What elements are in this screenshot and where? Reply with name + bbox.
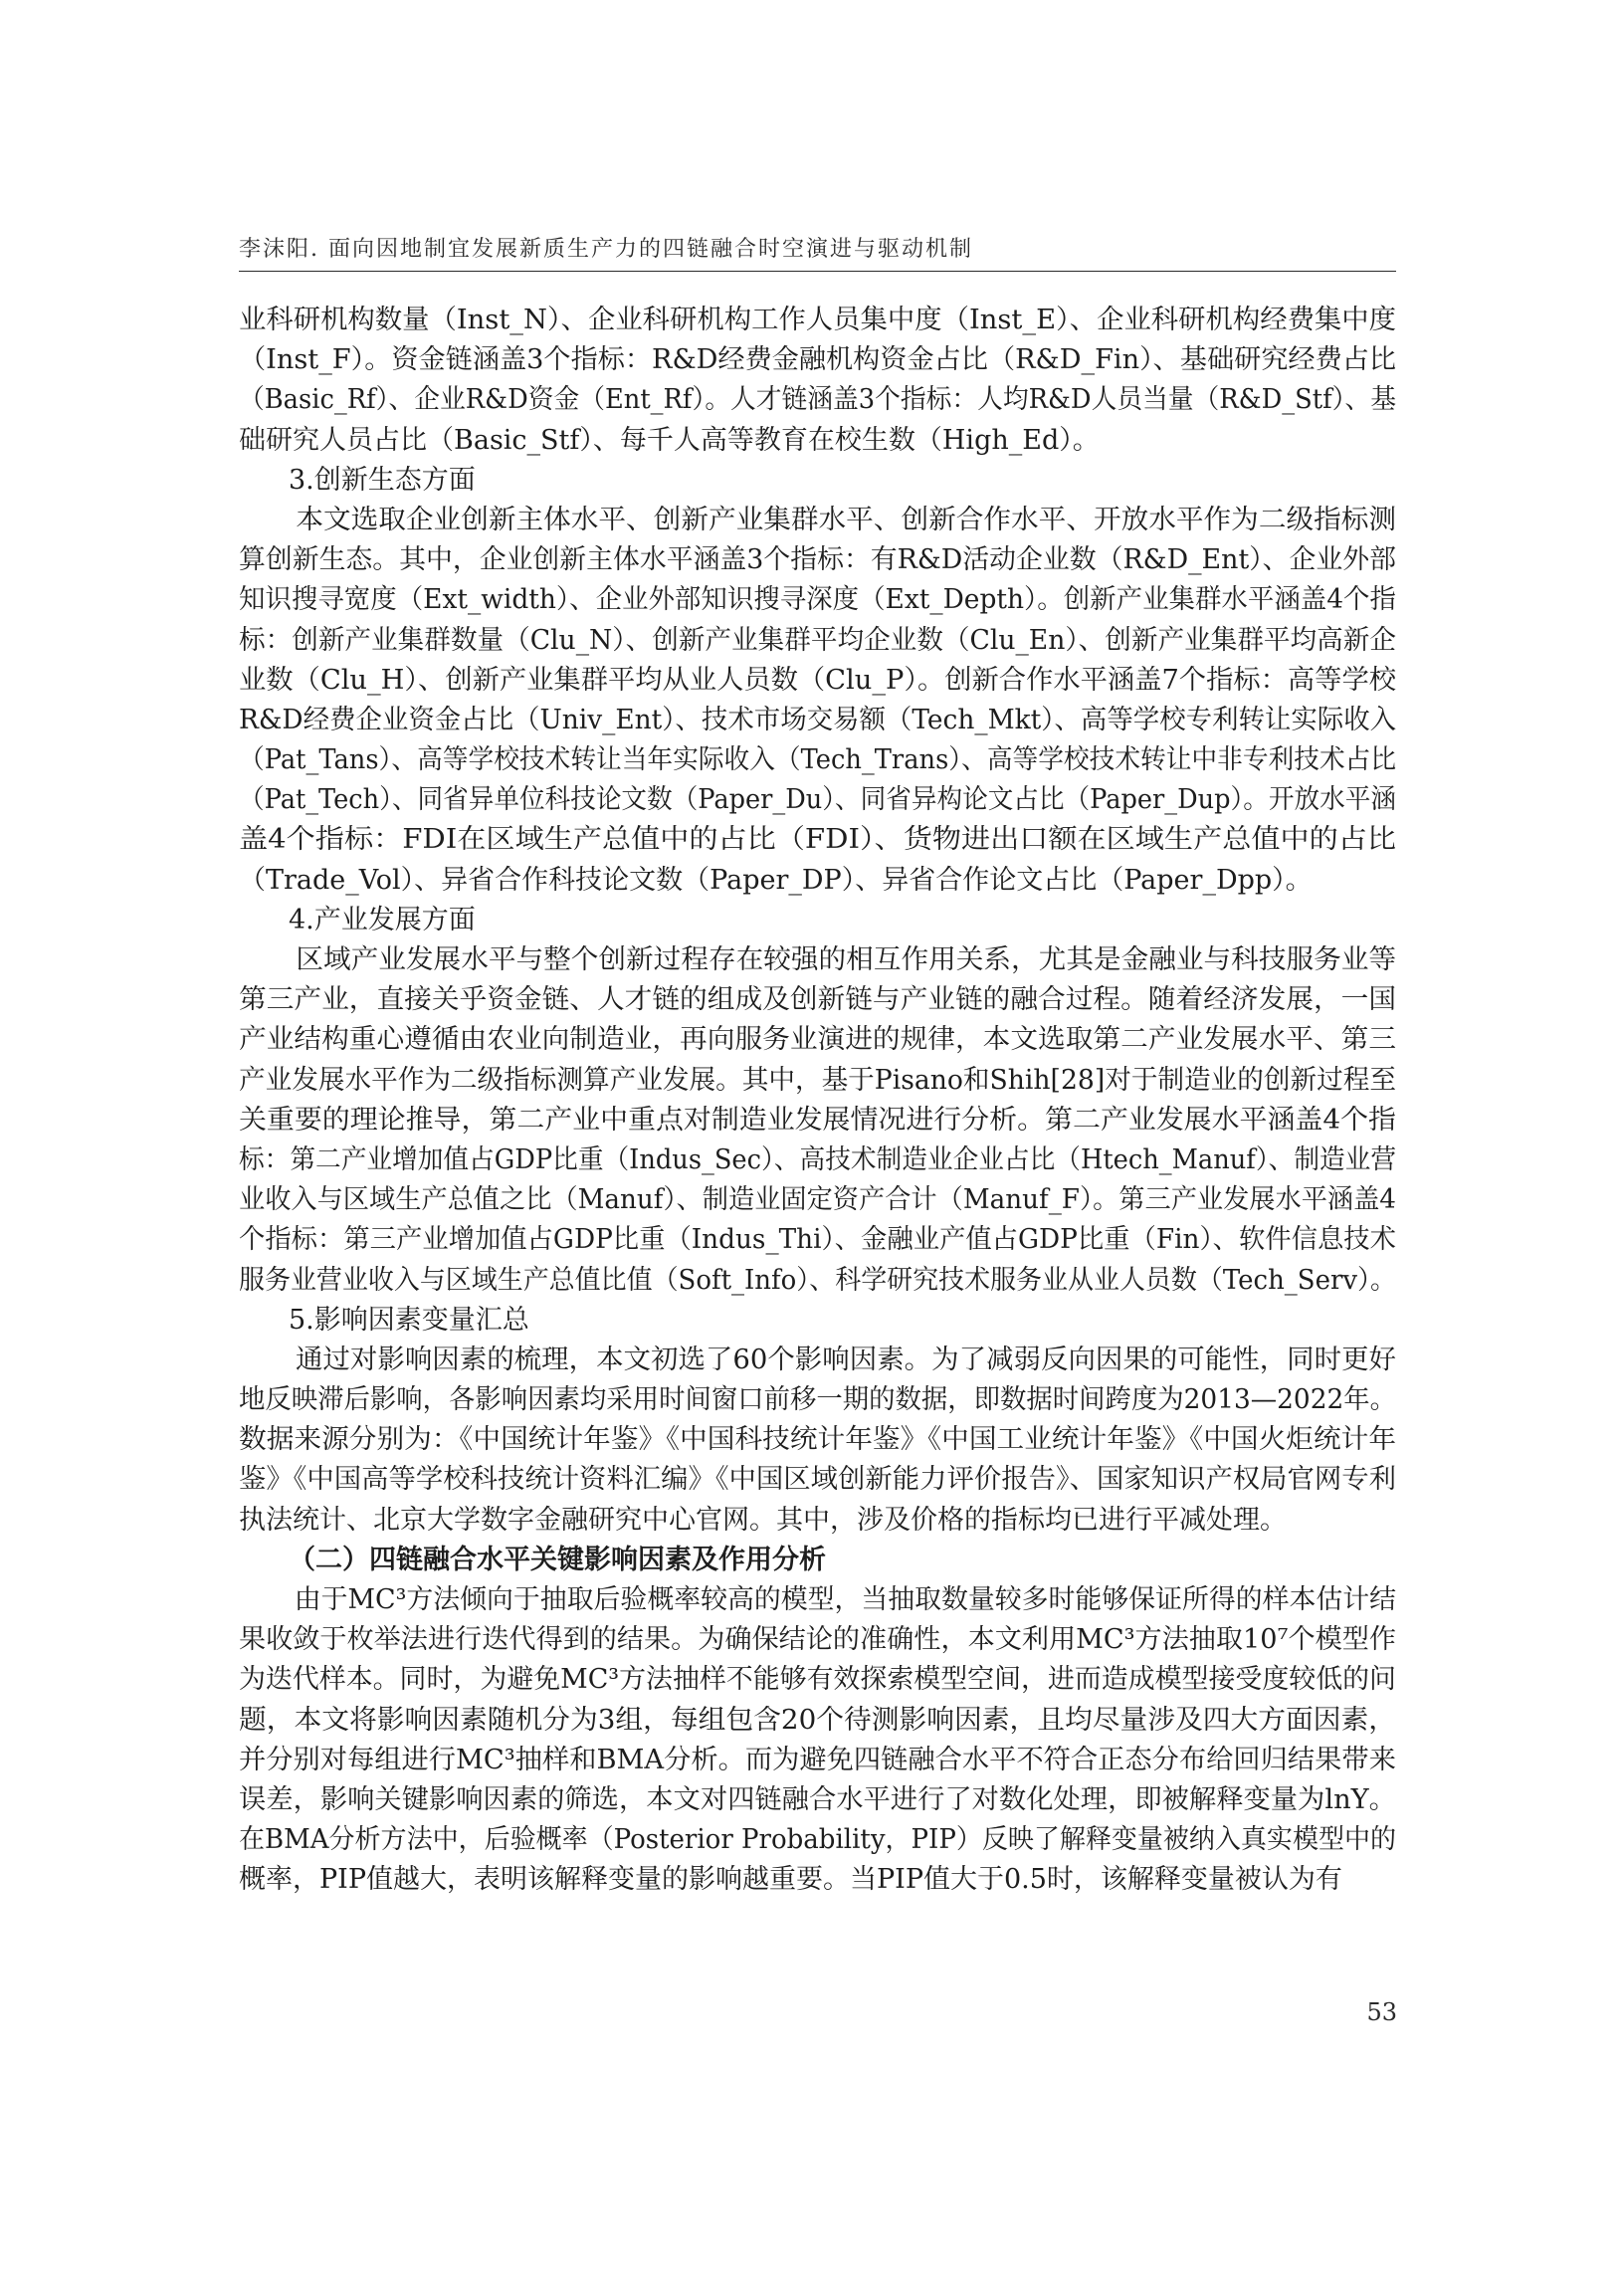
text-line-content: 第三产业，直接关乎资金链、人才链的组成及创新链与产业链的融合过程。随着经济发展，一国	[239, 984, 1397, 1016]
text-line	[239, 1220, 1396, 1260]
text-line	[239, 1780, 1396, 1820]
text-line-content: 本文选取企业创新主体水平、创新产业集群水平、创新合作水平、开放水平作为二级指标测	[296, 504, 1397, 535]
text-line	[239, 1140, 1396, 1180]
text-line	[239, 301, 1396, 340]
text-line	[239, 1020, 1396, 1060]
text-line	[239, 1061, 1396, 1101]
text-line-content: 并分别对每组进行MC³抽样和BMA分析。而为避免四链融合水平不符合正态分布给回归结果带来	[239, 1744, 1396, 1775]
text-line-content: （Trade_Vol）、异省合作科技论文数（Paper_DP）、异省合作论文占比（Paper_Dpp）。	[239, 864, 1313, 896]
text-line-content: （二）四链融合水平关键影响因素及作用分析	[289, 1544, 826, 1575]
text-line-content: 业收入与区域生产总值之比（Manuf）、制造业固定资产合计（Manuf_F）。第三产业发展水平涵盖4	[239, 1184, 1396, 1216]
text-line	[239, 980, 1396, 1020]
text-line-content: 标：第二产业增加值占GDP比重（Indus_Sec）、高技术制造业企业占比（Htech_Manuf）、制造业营	[239, 1143, 1397, 1175]
text-line-content: 产业发展水平作为二级指标测算产业发展。其中，基于Pisano和Shih[28]对于制造业的创新过程至	[239, 1064, 1396, 1096]
text-line-content: 4.产业发展方面	[289, 904, 476, 935]
text-line	[239, 940, 1396, 980]
text-line	[239, 1660, 1396, 1700]
section-heading	[239, 1541, 1396, 1580]
text-line-content: 题，本文将影响因素随机分为3组，每组包含20个待测影响因素，且均尽量涉及四大方面因素，	[239, 1704, 1397, 1736]
text-line-content: 产业结构重心遵循由农业向制造业，再向服务业演进的规律，本文选取第二产业发展水平、第三	[239, 1024, 1397, 1056]
text-line	[239, 1580, 1396, 1620]
text-line-content: 标：创新产业集群数量（Clu_N）、创新产业集群平均企业数（Clu_En）、创新产业集群平均高新企	[239, 624, 1396, 656]
text-line-content: （Pat_Tans）、高等学校技术转让当年实际收入（Tech_Trans）、高等学校技术转让中非专利技术占比	[239, 744, 1397, 776]
text-line-content: 地反映滞后影响，各影响因素均采用时间窗口前移一期的数据，即数据时间跨度为2013—2022年。	[239, 1384, 1397, 1416]
text-line	[239, 580, 1396, 620]
running-header: 李沫阳. 面向因地制宜发展新质生产力的四链融合时空演进与驱动机制	[239, 237, 973, 262]
subsection-heading	[239, 1301, 1396, 1341]
text-line-content: 区域产业发展水平与整个创新过程存在较强的相互作用关系，尤其是金融业与科技服务业等	[296, 944, 1397, 975]
text-line	[239, 861, 1396, 901]
text-line	[239, 1180, 1396, 1220]
text-line-content: 服务业营业收入与区域生产总值比值（Soft_Info）、科学研究技术服务业从业人员数（Tech_Serv）。	[239, 1264, 1396, 1296]
text-line-content: 通过对影响因素的梳理，本文初选了60个影响因素。为了减弱反向因果的可能性，同时更好	[295, 1344, 1397, 1375]
text-line	[239, 1820, 1396, 1860]
text-line	[239, 1620, 1396, 1660]
text-line	[239, 1501, 1396, 1541]
header-rule	[239, 271, 1396, 272]
text-line-content: 知识搜寻宽度（Ext_width）、企业外部知识搜寻深度（Ext_Depth）。创新产业集群水平涵盖4个指	[239, 584, 1396, 616]
text-line-content: （Inst_F）。资金链涵盖3个指标：R&D经费金融机构资金占比（R&D_Fin）、基础研究经费占比	[239, 344, 1397, 376]
text-line-content: 盖4个指标：FDI在区域生产总值中的占比（FDI）、货物进出口额在区域生产总值中的占比	[239, 824, 1397, 856]
text-line	[239, 1860, 1396, 1900]
text-line-content: R&D经费企业资金占比（Univ_Ent）、技术市场交易额（Tech_Mkt）、高等学校专利转让实际收入	[239, 704, 1397, 735]
text-line	[239, 1420, 1396, 1460]
text-line	[239, 1741, 1396, 1780]
text-line	[239, 1341, 1396, 1380]
text-line-content: 个指标：第三产业增加值占GDP比重（Indus_Thi）、金融业产值占GDP比重（Fin）、软件信息技术	[239, 1224, 1396, 1256]
text-line	[239, 1701, 1396, 1741]
text-line	[239, 380, 1396, 420]
text-line-content: 执法统计、北京大学数字金融研究中心官网。其中，涉及价格的指标均已进行平减处理。	[239, 1504, 1287, 1536]
text-line-content: 数据来源分别为：《中国统计年鉴》《中国科技统计年鉴》《中国工业统计年鉴》《中国火炬统计年	[239, 1424, 1397, 1456]
text-line-content: 由于MC³方法倾向于抽取后验概率较高的模型，当抽取数量较多时能够保证所得的样本估计结	[294, 1584, 1397, 1615]
text-line	[239, 421, 1396, 461]
text-line-content: 为迭代样本。同时，为避免MC³方法抽样不能够有效探索模型空间，进而造成模型接受度较低的问	[239, 1664, 1396, 1696]
text-line	[239, 1460, 1396, 1500]
text-line	[239, 820, 1396, 860]
text-line	[239, 501, 1396, 540]
text-line	[239, 740, 1396, 780]
text-line	[239, 621, 1396, 661]
text-line	[239, 780, 1396, 820]
text-line-content: 业科研机构数量（Inst_N）、企业科研机构工作人员集中度（Inst_E）、企业科研机构经费集中度	[239, 305, 1397, 335]
subsection-heading	[239, 901, 1396, 940]
text-line-content: 础研究人员占比（Basic_Stf）、每千人高等教育在校生数（High_Ed）。	[239, 424, 1100, 456]
text-line	[239, 540, 1396, 580]
text-line-content: （Pat_Tech）、同省异单位科技论文数（Paper_Du）、同省异构论文占比（Paper_Dup）。开放水平涵	[239, 784, 1396, 816]
text-line-content: 算创新生态。其中，企业创新主体水平涵盖3个指标：有R&D活动企业数（R&D_Ent）、企业外部	[239, 544, 1396, 576]
text-line	[239, 661, 1396, 701]
text-line-content: 在BMA分析方法中，后验概率（Posterior Probability，PIP）反映了解释变量被纳入真实模型中的	[239, 1824, 1396, 1856]
text-line-content: 3.创新生态方面	[289, 464, 476, 496]
text-line-content: （Basic_Rf）、企业R&D资金（Ent_Rf）。人才链涵盖3个指标：人均R&D人员当量（R&D_Stf）、基	[239, 384, 1396, 416]
text-line-content: 业数（Clu_H）、创新产业集群平均从业人员数（Clu_P）。创新合作水平涵盖7个指标：高等学校	[239, 664, 1397, 696]
text-line	[239, 1380, 1396, 1420]
text-line	[239, 340, 1396, 380]
text-line	[239, 1261, 1396, 1301]
body-text	[239, 301, 1396, 1901]
text-line	[239, 701, 1396, 740]
text-line-content: 误差，影响关键影响因素的筛选，本文对四链融合水平进行了对数化处理，即被解释变量为lnY。	[239, 1783, 1396, 1815]
text-line	[239, 1101, 1396, 1140]
text-line-content: 概率，PIP值越大，表明该解释变量的影响越重要。当PIP值大于0.5时，该解释变量被认为有	[239, 1864, 1342, 1896]
text-line-content: 5.影响因素变量汇总	[289, 1304, 529, 1336]
text-line-content: 果收敛于枚举法进行迭代得到的结果。为确保结论的准确性，本文利用MC³方法抽取10⁷个模型作	[239, 1624, 1396, 1656]
subsection-heading	[239, 461, 1396, 501]
text-line-content: 鉴》《中国高等学校科技统计资料汇编》《中国区域创新能力评价报告》、国家知识产权局官网专利	[239, 1464, 1396, 1496]
page-number: 53	[1366, 1998, 1397, 2026]
text-line-content: 关重要的理论推导，第二产业中重点对制造业发展情况进行分析。第二产业发展水平涵盖4个指	[239, 1104, 1396, 1136]
